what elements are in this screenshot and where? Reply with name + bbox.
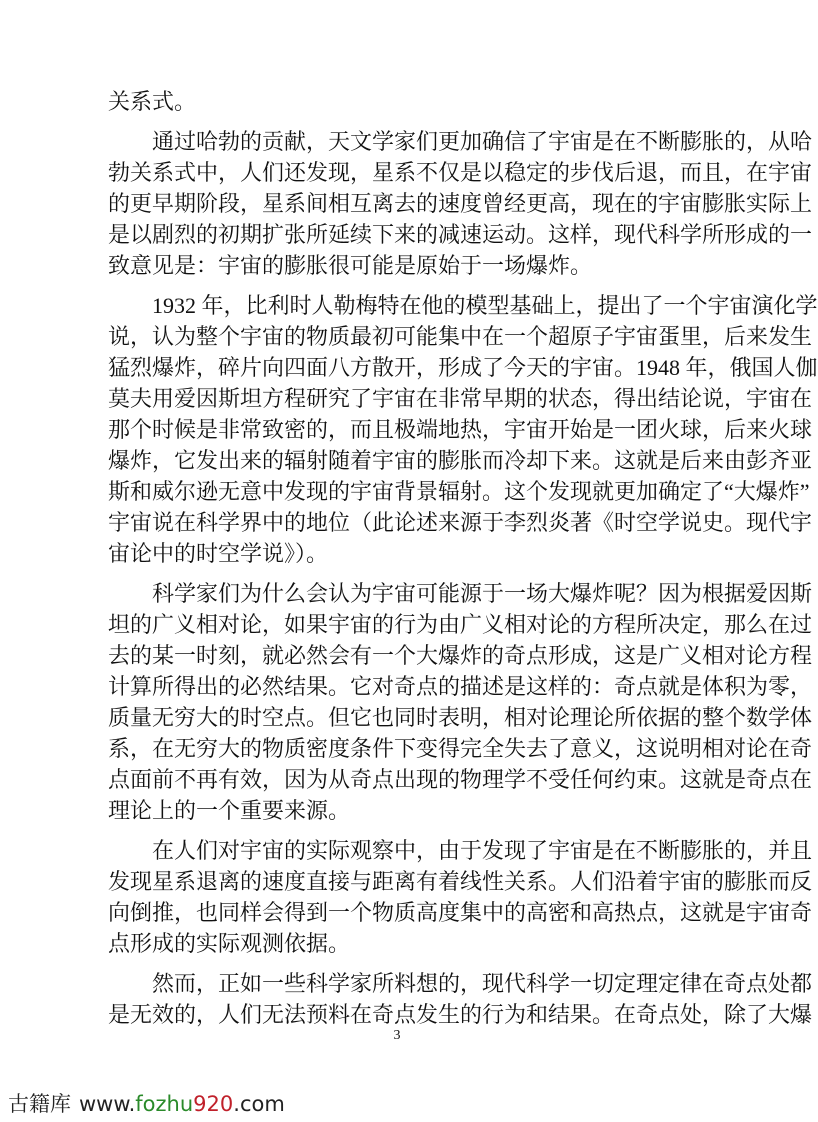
text-line: 1932 年，比利时人勒梅特在他的模型基础上，提出了一个宇宙演化学 xyxy=(152,293,818,318)
url-red: 920 xyxy=(193,1092,234,1116)
paragraph xyxy=(108,126,813,281)
text-line: 勃关系式中，人们还发现，星系不仅是以稳定的步伐后退，而且，在宇宙 xyxy=(108,160,813,185)
text-line: 致意见是：宇宙的膨胀很可能是原始于一场爆炸。 xyxy=(108,253,593,278)
text-line: 发现星系退离的速度直接与距离有着线性关系。人们沿着宇宙的膨胀而反 xyxy=(108,869,813,894)
text-line: 在人们对宇宙的实际观察中，由于发现了宇宙是在不断膨胀的，并且 xyxy=(152,838,813,863)
text-line: 理论上的一个重要来源。 xyxy=(108,798,351,823)
text-line: 去的某一时刻，就必然会有一个大爆炸的奇点形成，这是广义相对论方程 xyxy=(108,643,813,668)
text-line: 点形成的实际观测依据。 xyxy=(108,931,351,956)
paragraph xyxy=(108,968,813,1030)
text-line: 莫夫用爱因斯坦方程研究了宇宙在非常早期的状态，得出结论说，宇宙在 xyxy=(108,386,813,411)
text-line: 然而，正如一些科学家所料想的，现代科学一切定理定律在奇点处都 xyxy=(152,971,813,996)
text-line: 宇宙说在科学界中的地位（此论述来源于李烈炎著《时空学说史。现代宇 xyxy=(108,510,813,535)
paragraph xyxy=(108,578,813,826)
text-line: 猛烈爆炸，碎片向四面八方散开，形成了今天的宇宙。1948 年，俄国人伽 xyxy=(108,355,818,380)
text-line: 点面前不再有效，因为从奇点出现的物理学不受任何约束。这就是奇点在 xyxy=(108,767,813,792)
text-line: 系，在无穷大的物质密度条件下变得完全失去了意义，这说明相对论在奇 xyxy=(108,736,813,761)
document-body xyxy=(108,86,818,1039)
url-suffix: .com xyxy=(233,1092,285,1116)
text-line: 的更早期阶段，星系间相互离去的速度曾经更高，现在的宇宙膨胀实际上 xyxy=(108,191,813,216)
text-line: 坦的广义相对论，如果宇宙的行为由广义相对论的方程所决定，那么在过 xyxy=(108,612,813,637)
text-line: 斯和威尔逊无意中发现的宇宙背景辐射。这个发现就更加确定了“大爆炸” xyxy=(108,479,810,504)
text-line: 那个时候是非常致密的，而且极端地热，宇宙开始是一团火球，后来火球 xyxy=(108,417,813,442)
text-line: 是以剧烈的初期扩张所延续下来的减速运动。这样，现代科学所形成的一 xyxy=(108,222,813,247)
text-line: 质量无穷大的时空点。但它也同时表明，相对论理论所依据的整个数学体 xyxy=(108,705,813,730)
text-line: 说，认为整个宇宙的物质最初可能集中在一个超原子宇宙蛋里，后来发生 xyxy=(108,324,813,349)
paragraph xyxy=(108,290,818,569)
page-number: 3 xyxy=(393,1028,401,1043)
paragraph xyxy=(108,835,813,959)
watermark-footer xyxy=(8,1088,285,1118)
text-line: 计算所得出的必然结果。它对奇点的描述是这样的：奇点就是体积为零， xyxy=(108,674,813,699)
text-line: 向倒推，也同样会得到一个物质高度集中的高密和高热点，这就是宇宙奇 xyxy=(108,900,813,925)
text-line: 通过哈勃的贡献，天文学家们更加确信了宇宙是在不断膨胀的，从哈 xyxy=(152,129,813,154)
paragraph xyxy=(108,86,692,117)
text-line: 是无效的，人们无法预料在奇点发生的行为和结果。在奇点处，除了大爆 xyxy=(108,1002,813,1027)
url-prefix: www. xyxy=(79,1092,136,1116)
url-green: fozhu xyxy=(135,1092,194,1116)
text-line: 关系式。 xyxy=(108,89,197,114)
site-name: 古籍库 xyxy=(8,1092,71,1116)
text-line: 宙论中的时空学说》）。 xyxy=(108,541,329,566)
text-line: 科学家们为什么会认为宇宙可能源于一场大爆炸呢？因为根据爱因斯 xyxy=(152,581,813,606)
text-line: 爆炸，它发出来的辐射随着宇宙的膨胀而冷却下来。这就是后来由彭齐亚 xyxy=(108,448,813,473)
